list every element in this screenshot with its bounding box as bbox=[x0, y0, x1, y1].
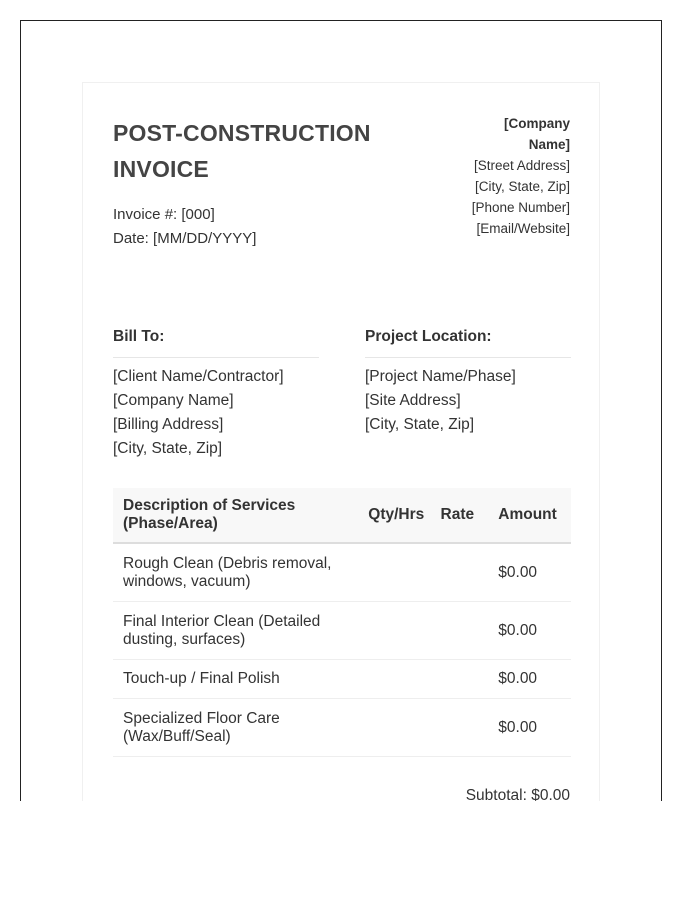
bill-to-line: [Client Name/Contractor] bbox=[113, 368, 284, 385]
row-qty bbox=[366, 660, 434, 699]
row-description-line1: Rough Clean (Debris removal, bbox=[123, 554, 332, 572]
row-amount: $0.00 bbox=[488, 699, 571, 757]
row-description-line2: (Wax/Buff/Seal) bbox=[123, 727, 231, 745]
row-qty bbox=[366, 543, 434, 602]
invoice-title bbox=[113, 115, 413, 187]
row-description bbox=[113, 660, 366, 699]
project-location-line: [City, State, Zip] bbox=[365, 416, 475, 433]
invoice-date-row bbox=[113, 227, 256, 251]
invoice-meta bbox=[113, 203, 256, 251]
company-name-line2: Name] bbox=[528, 137, 570, 152]
row-rate bbox=[435, 602, 489, 660]
project-location-line: [Site Address] bbox=[365, 392, 461, 409]
row-amount: $0.00 bbox=[488, 602, 571, 660]
subtotal-value: $0.00 bbox=[531, 787, 570, 801]
row-rate bbox=[435, 699, 489, 757]
row-description-line1: Touch-up / Final Polish bbox=[123, 670, 280, 687]
invoice-title-line1: POST-CONSTRUCTION bbox=[113, 120, 371, 146]
row-description-line2: windows, vacuum) bbox=[123, 572, 251, 590]
row-description bbox=[113, 602, 366, 660]
row-rate bbox=[435, 660, 489, 699]
row-description-line1: Final Interior Clean (Detailed bbox=[123, 612, 321, 630]
project-location-line: [Project Name/Phase] bbox=[365, 368, 516, 385]
table-row bbox=[113, 602, 571, 660]
table-row bbox=[113, 543, 571, 602]
row-qty bbox=[366, 699, 434, 757]
header-description-line1: Description of Services bbox=[123, 497, 296, 514]
bill-to-line: [Company Name] bbox=[113, 392, 234, 409]
invoice-number-label: Invoice #: bbox=[113, 206, 178, 223]
table-row bbox=[113, 660, 571, 699]
company-name bbox=[410, 113, 570, 155]
project-location-heading: Project Location: bbox=[365, 326, 571, 358]
row-qty bbox=[366, 602, 434, 660]
bill-to-line: [Billing Address] bbox=[113, 416, 224, 433]
company-email: [Email/Website] bbox=[476, 221, 570, 236]
header-rate: Rate bbox=[435, 488, 489, 543]
row-rate bbox=[435, 543, 489, 602]
table-row bbox=[113, 699, 571, 757]
invoice-title-line2: INVOICE bbox=[113, 156, 209, 182]
invoice-date-label: Date: bbox=[113, 230, 149, 247]
services-table bbox=[113, 488, 571, 757]
bill-to-section bbox=[113, 326, 319, 461]
row-description-line2: dusting, surfaces) bbox=[123, 630, 246, 648]
row-description-line1: Specialized Floor Care bbox=[123, 709, 280, 727]
subtotal-label: Subtotal: bbox=[465, 787, 527, 801]
subtotal bbox=[466, 787, 570, 801]
invoice-sheet bbox=[82, 82, 600, 801]
company-info bbox=[410, 113, 570, 239]
invoice-date-value: [MM/DD/YYYY] bbox=[153, 230, 257, 247]
bill-to-line: [City, State, Zip] bbox=[113, 440, 223, 457]
services-header-row bbox=[113, 488, 571, 543]
invoice-number-row bbox=[113, 203, 256, 227]
company-city: [City, State, Zip] bbox=[474, 179, 570, 194]
header-description bbox=[113, 488, 366, 543]
row-description bbox=[113, 543, 366, 602]
row-amount: $0.00 bbox=[488, 660, 571, 699]
invoice-number-value: [000] bbox=[181, 206, 215, 223]
company-street: [Street Address] bbox=[473, 158, 570, 173]
bill-to-heading: Bill To: bbox=[113, 326, 319, 358]
project-location-section bbox=[365, 326, 571, 437]
header-qty: Qty/Hrs bbox=[366, 488, 434, 543]
company-name-line1: [Company bbox=[503, 116, 570, 131]
company-phone: [Phone Number] bbox=[471, 200, 570, 215]
header-amount: Amount bbox=[488, 488, 571, 543]
page-frame bbox=[20, 20, 662, 801]
row-amount: $0.00 bbox=[488, 543, 571, 602]
row-description bbox=[113, 699, 366, 757]
header-description-line2: (Phase/Area) bbox=[123, 515, 218, 532]
